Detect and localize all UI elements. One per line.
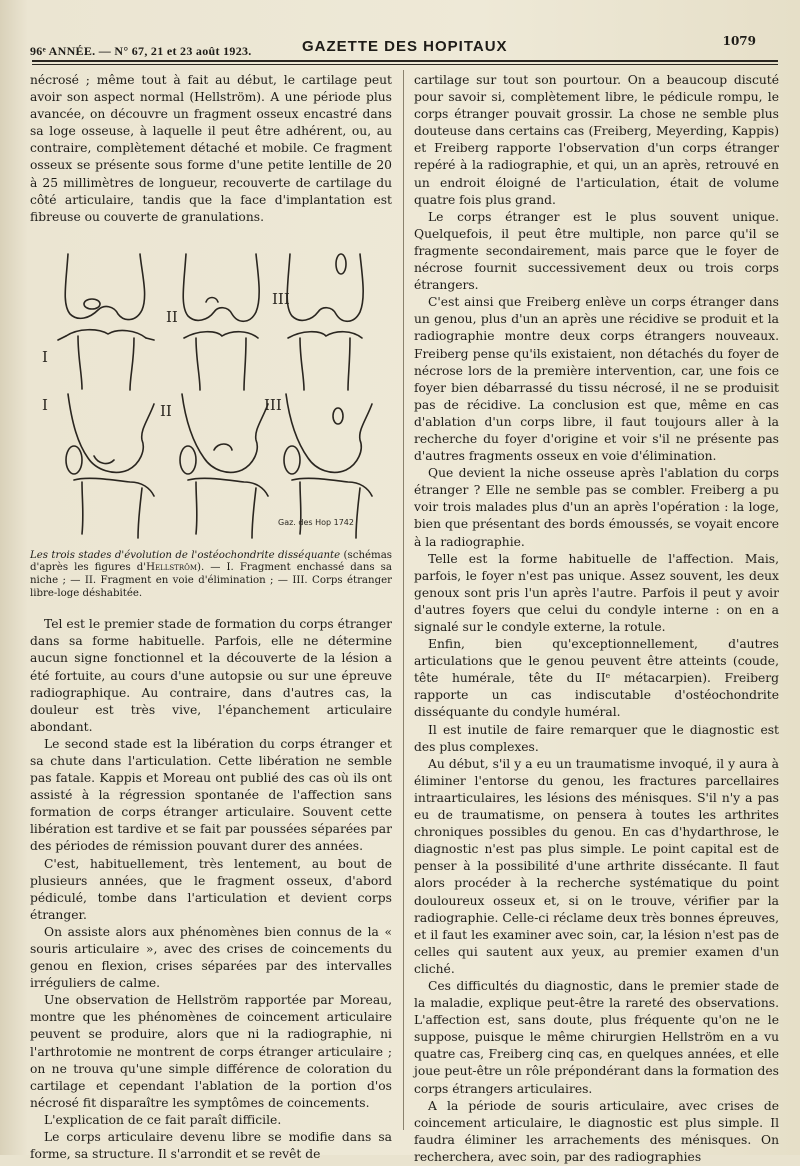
label-row2-iii: III (264, 395, 282, 414)
paragraph: Le corps étranger est le plus souvent unique. Quelquefois, il peut être multiple, non parce qu'il se fragmente secondairement, mais parce que le foyer de nécrose fournit successivement deux ou trois corps étrangers. (414, 209, 779, 293)
page-number: 1079 (722, 34, 756, 48)
caption-text-b: ). — I. Fragment enchassé dans sa niche ; — II. Fragment en voie d'élimination ; — III. Corps étranger libre-loge déshabitée. (30, 562, 392, 599)
issue-info: 96ᵉ ANNÉE. — N° 67, 21 et 23 août 1923. (30, 44, 252, 58)
header-rule-thin (32, 64, 778, 65)
paragraph: cartilage sur tout son pourtour. On a beaucoup discuté pour savoir si, complètement libre, le pédicule rompu, le corps étranger pouvait grossir. La chose ne semble plus douteuse dans certains cas (Freiberg, Meyerding, Kappis) et Freiberg rapporte l'observation d'un corps étranger repéré à la radiographie, et qui, un an après, retrouvé en un endroit éloigné de l'articulation, était de volume quatre fois plus grand. (414, 73, 779, 207)
paragraph: Au début, s'il y a eu un traumatisme invoqué, il y aura à éliminer l'entorse du genou, les fractures parcellaires intraarticulaires, les lésions des ménisques. S'il n'y a pas eu de traumatisme, on pensera à toutes les arthrites chroniques possibles du genou. En cas d'hydarthrose, le diagnostic n'est pas plus simple. Le point capital est de penser à la possibilité d'une arthrite dissécante. Il faut alors procéder à la recherche systématique du point douloureux osseux et, si on le trouve, vérifier par la radiographie. Celle-ci réclame deux très bonnes épreuves, et il faut les examiner avec soin, car, la lésion n'est pas de celles qui sautent aux yeux, au premier examen d'un cliché. (414, 756, 779, 976)
caption-title: Les trois stades d'évolution de l'ostéochondrite disséquante (30, 549, 341, 561)
paragraph: C'est ainsi que Freiberg enlève un corps étranger dans un genou, plus d'un an après une récidive se produit et la radiographie montre deux corps étrangers nouveaux. Freiberg pense qu'ils existaient, non détachés du foyer de nécrose lors de la première intervention, car, une fois ce foyer bien débarrassé du tissu nécrosé, il ne se produisit pas de récidive. La conclusion est que, même en cas d'ablation d'un corps libre, il faut toujours aller à la recherche du foyer d'origine et voir s'il ne présente pas d'autres fragments osseux en voie d'élimination. (414, 295, 779, 464)
left-column (30, 72, 392, 1163)
paragraph: On assiste alors aux phénomènes bien connus de la « souris articulaire », avec des crises de coincements du genou en flexion, crises séparées par des intervalles irréguliers de calme. (30, 924, 392, 991)
figure-credit: Gaz. des Hop 1742 (278, 517, 354, 527)
label-row2-ii: II (160, 401, 172, 420)
page-header (30, 30, 780, 60)
header-rule (32, 60, 778, 62)
paragraph: Ces difficultés du diagnostic, dans le premier stade de la maladie, explique peut-être la rareté des observations. L'affection est, sans doute, plus fréquente qu'on ne le suppose, puisque le même chirurgien Hellström en a vu quatre cas, Freiberg cinq cas, en quelques années, et elle joue peut-être un rôle prépondérant dans la formation des corps étrangers articulaires. (414, 978, 779, 1096)
knee-diagram-figure (38, 244, 388, 546)
figure-caption (30, 550, 392, 600)
paragraph: Une observation de Hellström rapportée par Moreau, montre que les phénomènes de coincement articulaire peuvent se produire, alors que ni la radiographie, ni l'arthrotomie ne montrent de corps étranger articulaire ; on ne trouva qu'une simple différence de coloration du cartilage et cependant l'ablation de la portion d'os nécrosé fit disparaître les symptômes de coincements. (30, 993, 392, 1110)
paragraph: Telle est la forme habituelle de l'affection. Mais, parfois, le foyer n'est pas unique. Assez souvent, les deux genoux sont pris l'un après l'autre. Parfois il peut y avoir d'autres foyers que celui du condyle interne : on en a signalé sur le condyle externe, la rotule. (414, 551, 779, 634)
paragraph: Tel est le premier stade de formation du corps étranger dans sa forme habituelle. Parfois, elle ne détermine aucun signe fonctionnel et la découverte de la lésion a été fortuite, au cours d'une autopsie ou sur une épreuve radiographique. Au contraire, dans d'autres cas, la douleur est très vive, l'épanchement articulaire abondant. (30, 617, 392, 734)
paragraph: nécrosé ; même tout à fait au début, le cartilage peut avoir son aspect normal (Hellström). A une période plus avancée, on découvre un fragment osseux encastré dans sa loge osseuse, à laquelle il peut être adhérent, ou, au contraire, complètement détaché et mobile. Ce fragment osseux se présente sous forme d'une petite lentille de 20 à 25 millimètres de longueur, recouverte de cartilage du côté articulaire, tandis que la face d'implantation est fibreuse ou couverte de granulations. (30, 73, 392, 224)
paragraph: Le second stade est la libération du corps étranger et sa chute dans l'articulation. Cette libération ne semble pas fatale. Kappis et Moreau ont publié des cas où ils ont assisté à la régression spontanée de l'affection sans formation de corps étranger articulaire. Souvent cette libération est tardive et se fait par poussées séparées par des périodes de rémission pouvant durer des années. (30, 736, 392, 854)
column-divider (403, 70, 404, 1130)
paragraph: L'explication de ce fait paraît difficile. (44, 1112, 282, 1127)
paragraph: Le corps articulaire devenu libre se modifie dans sa forme, sa structure. Il s'arrondit et se revêt de (30, 1130, 392, 1162)
label-row1-i: I (42, 347, 48, 366)
diagram-top-row (58, 254, 363, 390)
label-row1-ii: II (166, 307, 178, 326)
caption-text-a: (schémas d'après les figures d' (30, 549, 392, 574)
paragraph: C'est, habituellement, très lentement, au bout de plusieurs années, que le fragment osseux, d'abord pédiculé, tombe dans l'articulation et devient corps étranger. (30, 856, 392, 922)
label-row2-i: I (42, 395, 48, 414)
paragraph: Il est inutile de faire remarquer que le diagnostic est des plus complexes. (414, 722, 779, 754)
paragraph: A la période de souris articulaire, avec crises de coincement articulaire, le diagnostic est plus simple. Il faudra éliminer les arrachements des ménisques. On recherchera, avec soin, par des radiographies (414, 1098, 779, 1164)
right-column (414, 72, 779, 1166)
paragraph: Enfin, bien qu'exceptionnellement, d'autres articulations que le genou peuvent être atteints (coude, tête humérale, tête du IIᵉ métacarpien). Freiberg rapporte un cas indiscutable d'ostéochondrite disséquante du condyle huméral. (414, 637, 779, 720)
label-row1-iii: III (272, 289, 290, 308)
caption-author: Hellström (146, 562, 197, 574)
knee-schematic-drawing (38, 244, 388, 546)
journal-title: GAZETTE DES HOPITAUX (302, 38, 508, 55)
paragraph: Que devient la niche osseuse après l'ablation du corps étranger ? Elle ne semble pas se combler. Freiberg a pu voir trois malades plus d'un an après l'opération : la loge, bien que présentant des bords émoussés, se voyait encore à la radiographie. (414, 466, 779, 549)
